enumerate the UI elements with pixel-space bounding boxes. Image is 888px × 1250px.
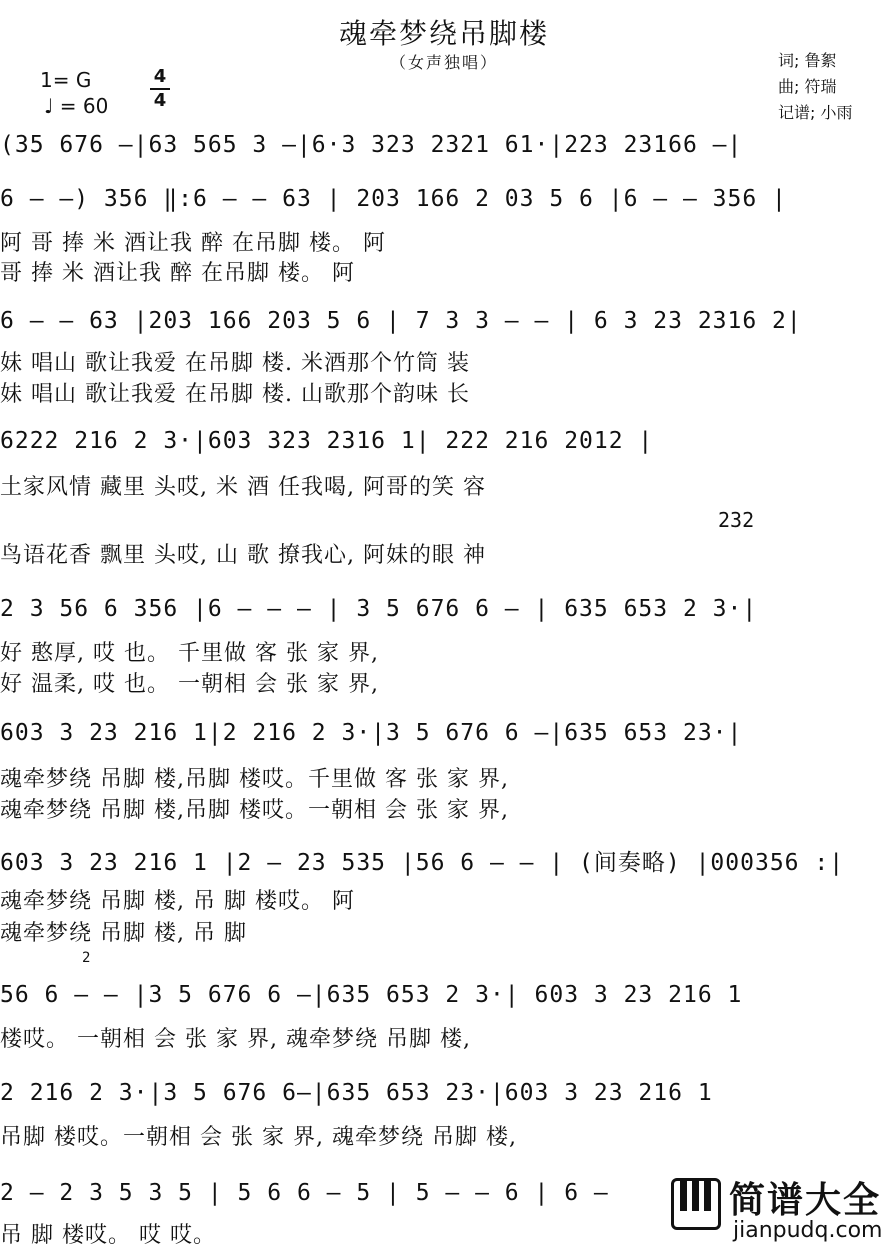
lyric-line-6-verse-1: 魂牵梦绕 吊脚 楼,吊脚 楼哎。千里做 客 张 家 界,: [0, 767, 509, 792]
volta-annotation: 2: [82, 950, 91, 966]
lyric-line-4-verse-1: 土家风情 藏里 头哎, 米 酒 任我喝, 阿哥的笑 容: [0, 475, 486, 500]
composer-credit: 曲; 符瑞: [778, 77, 837, 96]
song-subtitle: （女声独唱）: [389, 53, 498, 72]
lyric-line-7-verse-2: 魂牵梦绕 吊脚 楼, 吊 脚: [0, 921, 247, 946]
notation-line-8: 56 6 – – |3 5 676 6 –|635 653 2 3·| 603 3 23 216 1: [0, 982, 743, 1008]
lyric-line-8: 楼哎。 一朝相 会 张 家 界, 魂牵梦绕 吊脚 楼,: [0, 1027, 471, 1052]
tempo-marking: ♩ = 60: [44, 94, 109, 118]
notation-line-2: 6 – –) 356 ‖:6 – – 63 | 203 166 2 03 5 6 |6 – – 356 |: [0, 186, 787, 212]
time-signature-bottom: 4: [153, 90, 167, 111]
lyric-line-7-verse-1: 魂牵梦绕 吊脚 楼, 吊 脚 楼哎。 阿: [0, 889, 355, 914]
watermark-site-name: 简谱大全: [729, 1180, 882, 1221]
notation-line-5: 2 3 56 6 356 |6 – – – | 3 5 676 6 – | 635 653 2 3·|: [0, 596, 758, 622]
time-signature-top: 4: [153, 66, 167, 87]
lyricist-credit: 词; 鲁絮: [778, 51, 837, 70]
watermark-url: jianpudq.com: [733, 1218, 883, 1243]
song-title: 魂牵梦绕吊脚楼: [338, 17, 549, 50]
lyric-line-9: 吊脚 楼哎。一朝相 会 张 家 界, 魂牵梦绕 吊脚 楼,: [0, 1125, 517, 1150]
ornament-annotation: 232: [718, 508, 755, 532]
lyric-line-4-verse-2: 鸟语花香 飘里 头哎, 山 歌 撩我心, 阿妹的眼 神: [0, 543, 486, 568]
notation-line-10: 2 – 2 3 5 3 5 | 5 6 6 – 5 | 5 – – 6 | 6 –: [0, 1180, 609, 1206]
transcriber-credit: 记谱; 小雨: [778, 103, 853, 122]
notation-line-3: 6 – – 63 |203 166 203 5 6 | 7 3 3 – – | 6 3 23 2316 2|: [0, 308, 802, 334]
lyric-line-3-verse-1: 妹 唱山 歌让我爱 在吊脚 楼. 米酒那个竹筒 装: [0, 351, 470, 376]
piano-keys-icon: [671, 1178, 721, 1230]
key-signature: 1= G: [40, 68, 92, 92]
notation-line-6: 603 3 23 216 1|2 216 2 3·|3 5 676 6 –|635 653 23·|: [0, 720, 743, 746]
notation-line-7: 603 3 23 216 1 |2 – 23 535 |56 6 – – | (间奏略) |000356 :|: [0, 850, 845, 876]
lyric-line-2-verse-1: 阿 哥 捧 米 酒让我 醉 在吊脚 楼。 阿: [0, 231, 386, 256]
lyric-line-5-verse-2: 好 温柔, 哎 也。 一朝相 会 张 家 界,: [0, 672, 379, 697]
lyric-line-6-verse-2: 魂牵梦绕 吊脚 楼,吊脚 楼哎。一朝相 会 张 家 界,: [0, 798, 509, 823]
site-watermark: [663, 1172, 888, 1250]
lyric-line-2-verse-2: 哥 捧 米 酒让我 醉 在吊脚 楼。 阿: [0, 261, 355, 286]
lyric-line-5-verse-1: 好 憨厚, 哎 也。 千里做 客 张 家 界,: [0, 641, 379, 666]
notation-line-1: (35 676 –|63 565 3 –|6·3 323 2321 61·|223 23166 –|: [0, 132, 743, 158]
lyric-line-3-verse-2: 妹 唱山 歌让我爱 在吊脚 楼. 山歌那个韵味 长: [0, 382, 470, 407]
time-signature: [150, 66, 170, 112]
notation-line-4: 6222 216 2 3·|603 323 2316 1| 222 216 2012 |: [0, 428, 654, 454]
notation-line-9: 2 216 2 3·|3 5 676 6–|635 653 23·|603 3 23 216 1: [0, 1080, 713, 1106]
lyric-line-10: 吊 脚 楼哎。 哎 哎。: [0, 1223, 216, 1248]
